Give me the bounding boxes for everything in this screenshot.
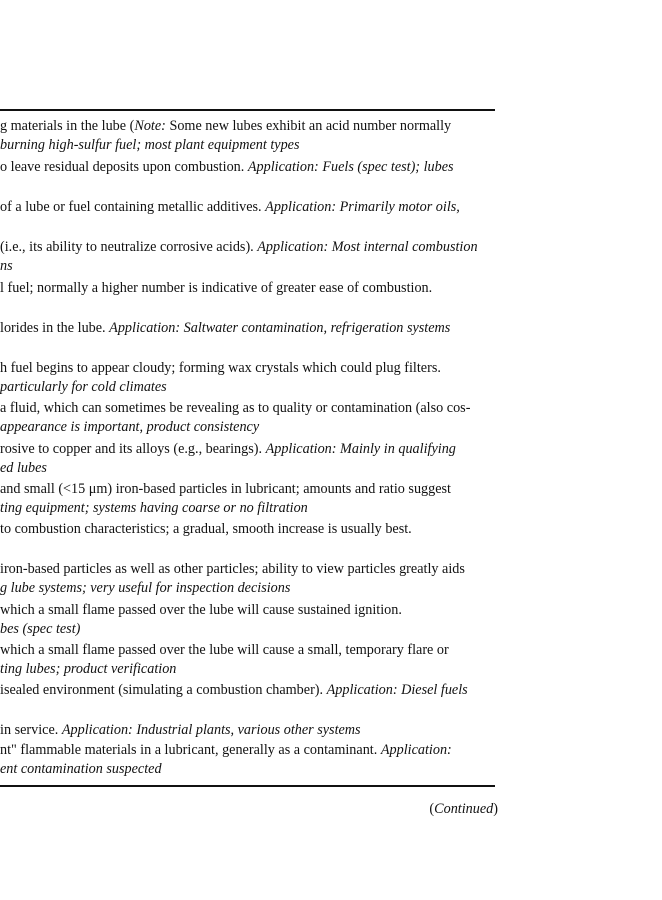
row-line [0, 760, 496, 779]
row-line [0, 279, 496, 298]
table-row [0, 198, 496, 217]
italic-text-segment: ting equipment; systems having coarse or no filtration [0, 499, 308, 516]
italic-text-segment: ed lubes [0, 459, 47, 476]
italic-text-segment: Application: Most internal combustion [257, 239, 478, 255]
row-line [0, 459, 496, 478]
text-segment: (i.e., its ability to neutralize corrosive acids). [0, 239, 258, 255]
row-line [0, 520, 496, 539]
row-line [0, 681, 496, 700]
italic-text-segment: ns [0, 257, 13, 274]
italic-text-segment: Application: [380, 742, 452, 758]
text-segment: which a small flame passed over the lube will cause a small, temporary flare or [0, 642, 449, 658]
row-line [0, 620, 496, 639]
table-row [0, 681, 496, 700]
text-segment: o leave residual deposits upon combustion. [0, 159, 248, 175]
row-line [0, 359, 496, 378]
italic-text-segment: ent contamination suspected [0, 760, 162, 777]
italic-text-segment: ting lubes; product verification [0, 660, 177, 677]
table-row [0, 741, 496, 778]
text-segment: a fluid, which can sometimes be revealing as to quality or contamination (also cos- [0, 400, 471, 416]
table-row [0, 359, 496, 396]
row-line [0, 641, 496, 660]
italic-text-segment: burning high-sulfur fuel; most plant equipment types [0, 136, 300, 153]
table-row [0, 480, 496, 517]
table-row [0, 560, 496, 597]
row-line [0, 238, 496, 257]
italic-text-segment: Application: Mainly in qualifying [265, 441, 456, 457]
row-line [0, 136, 496, 155]
text-segment: in service. [0, 722, 62, 738]
row-line [0, 480, 496, 499]
row-line [0, 158, 496, 177]
row-line [0, 198, 496, 217]
text-segment: iron-based particles as well as other particles; ability to view particles greatly aids [0, 561, 465, 577]
text-segment: rosive to copper and its alloys (e.g., bearings). [0, 441, 266, 457]
text-segment: Some new lubes exhibit an acid number normally [165, 118, 452, 134]
text-segment: to combustion characteristics; a gradual, smooth increase is usually best. [0, 521, 412, 537]
text-segment: isealed environment (simulating a combustion chamber). [0, 682, 327, 698]
row-line [0, 560, 496, 579]
italic-text-segment: g lube systems; very useful for inspection decisions [0, 579, 291, 596]
text-segment: h fuel begins to appear cloudy; forming wax crystals which could plug filters. [0, 360, 441, 376]
table-row [0, 117, 496, 154]
italic-text-segment: appearance is important, product consistency [0, 418, 260, 435]
text-segment: nt" flammable materials in a lubricant, generally as a contaminant. [0, 742, 381, 758]
table-bottom-rule [0, 785, 495, 787]
table-row [0, 319, 496, 338]
table-row [0, 238, 496, 275]
italic-text-segment: particularly for cold climates [0, 378, 167, 395]
table-row [0, 641, 496, 678]
text-segment: and small (<15 μm) iron-based particles in lubricant; amounts and ratio suggest [0, 481, 451, 497]
row-line [0, 601, 496, 620]
row-line [0, 660, 496, 679]
row-line [0, 579, 496, 598]
row-line [0, 399, 496, 418]
continued-note: (Continued) [429, 801, 498, 817]
text-segment: g materials in the lube ( [0, 118, 135, 134]
row-line [0, 418, 496, 437]
row-line [0, 499, 496, 518]
table-row [0, 721, 496, 740]
table-row [0, 279, 496, 298]
text-segment: of a lube or fuel containing metallic additives. [0, 199, 266, 215]
table-row [0, 520, 496, 539]
text-segment: which a small flame passed over the lube will cause sustained ignition. [0, 602, 402, 618]
continued-label: Continued [434, 801, 494, 817]
row-line [0, 319, 496, 338]
italic-text-segment: Application: Saltwater contamination, refrigeration systems [109, 320, 451, 336]
row-line [0, 440, 496, 459]
italic-text-segment: Application: Diesel fuels [326, 682, 468, 698]
row-line [0, 721, 496, 740]
table-row [0, 601, 496, 638]
italic-text-segment: Application: Industrial plants, various other systems [61, 722, 361, 738]
text-segment: l fuel; normally a higher number is indicative of greater ease of combustion. [0, 280, 433, 296]
table-row [0, 399, 496, 436]
row-line [0, 117, 496, 136]
row-line [0, 741, 496, 760]
table-row [0, 158, 496, 177]
italic-text-segment: Application: Primarily motor oils, [265, 199, 460, 215]
italic-text-segment: Note: [134, 118, 166, 134]
italic-text-segment: bes (spec test) [0, 620, 81, 637]
italic-text-segment: Application: Fuels (spec test); lubes [247, 159, 454, 175]
table-top-rule [0, 109, 495, 111]
table-row [0, 440, 496, 477]
row-line [0, 257, 496, 276]
row-line [0, 378, 496, 397]
text-segment: lorides in the lube. [0, 320, 110, 336]
